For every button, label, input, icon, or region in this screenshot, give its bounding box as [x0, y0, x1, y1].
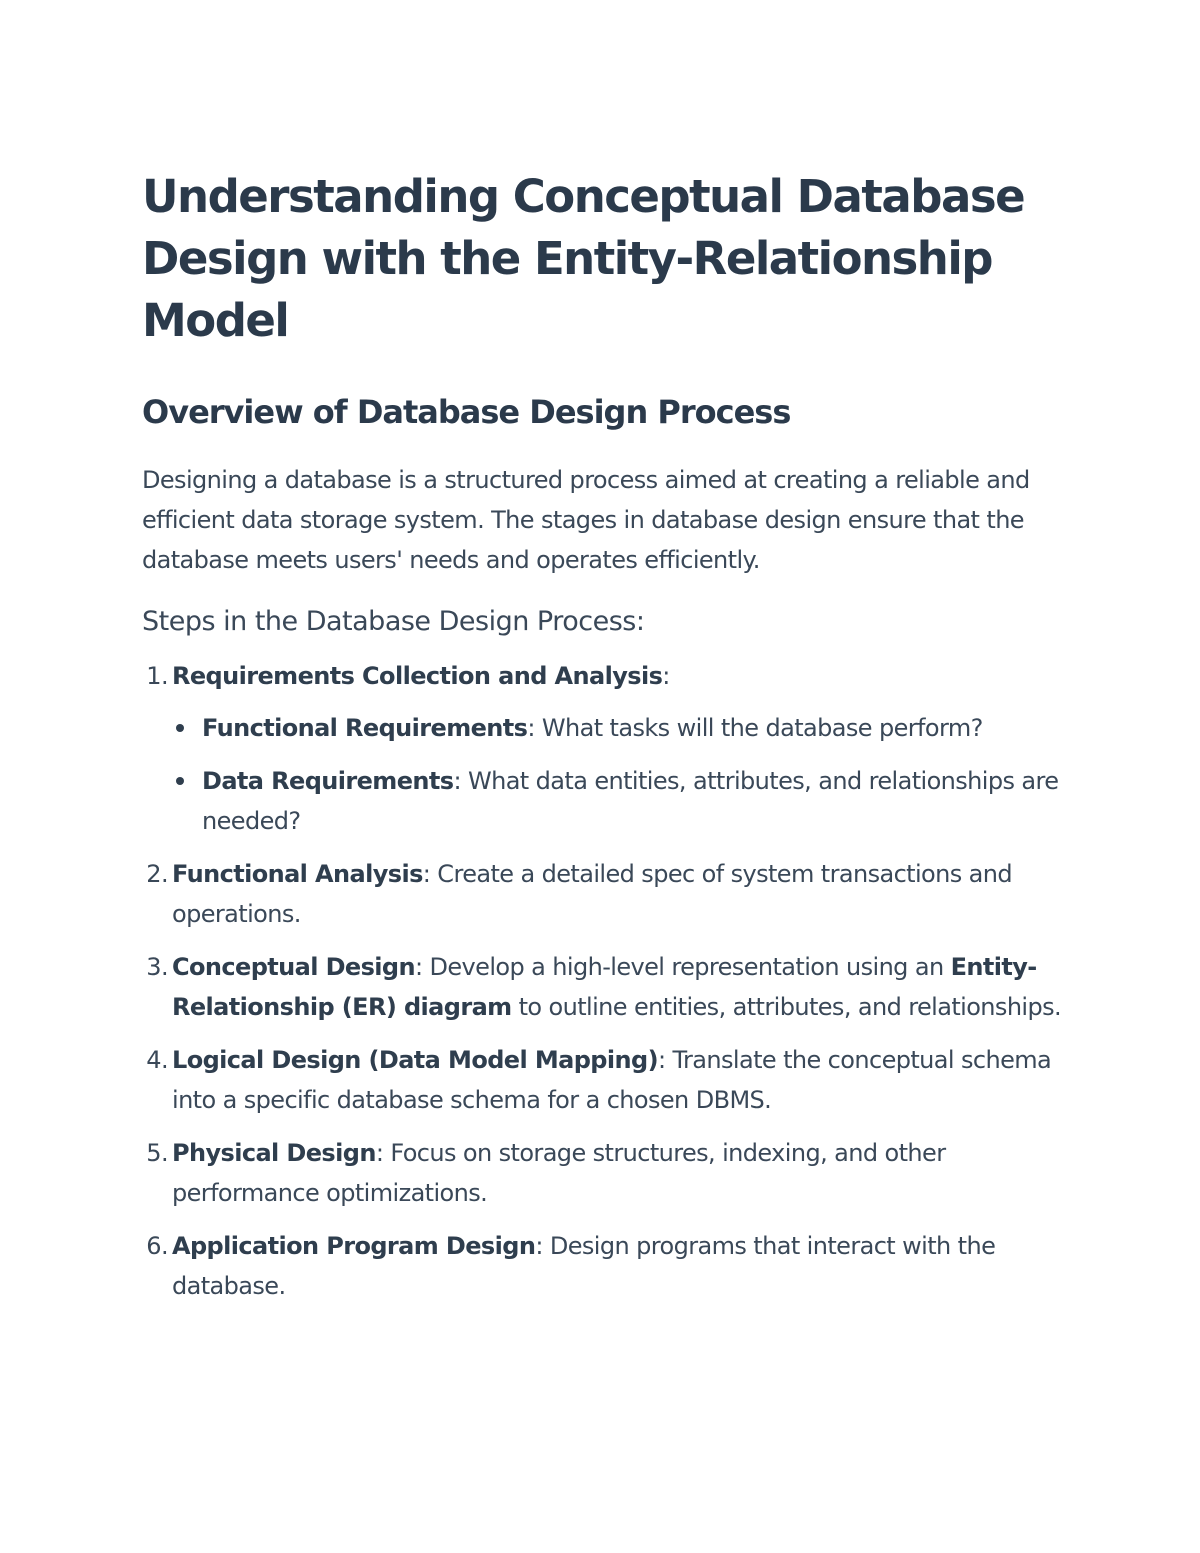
- step-text: :: [662, 662, 670, 690]
- sub-text: : What tasks will the database perform?: [527, 714, 983, 742]
- step-term: Application Program Design: [172, 1232, 536, 1260]
- section-heading: Overview of Database Design Process: [142, 393, 791, 431]
- step-text: : Translate the conceptual schema into a specific database schema for a chosen DBMS.: [172, 1046, 1052, 1114]
- page-title: Understanding Conceptual Database Design with the Entity-Relationship Model: [142, 170, 1025, 347]
- steps-list: [142, 656, 1062, 1306]
- step-term: Requirements Collection and Analysis: [172, 662, 663, 690]
- step-text: : Create a detailed spec of system transactions and operations.: [172, 860, 1013, 928]
- sub-list-item: [172, 708, 1062, 748]
- intro-paragraph: Designing a database is a structured process aimed at creating a reliable and efficient data storage system. The stages in database design ensure that the database meets users' needs and operates efficiently.: [142, 466, 1030, 574]
- step-term: Physical Design: [172, 1139, 376, 1167]
- sub-text: : What data entities, attributes, and relationships are needed?: [202, 767, 1059, 835]
- list-item-step-4: [142, 1040, 1062, 1120]
- list-item-step-6: [142, 1226, 1062, 1306]
- document-page: [142, 166, 1062, 1319]
- step-text: : Design programs that interact with the database.: [172, 1232, 996, 1300]
- step-term: Functional Analysis: [172, 860, 423, 888]
- step-number: 2.: [146, 860, 168, 888]
- step-term: Conceptual Design: [172, 953, 415, 981]
- list-item-step-1: [142, 656, 1062, 841]
- step-term: Logical Design (Data Model Mapping): [172, 1046, 658, 1074]
- step-text: : Develop a high-level representation using an: [414, 953, 951, 981]
- step-number: 6.: [146, 1232, 168, 1260]
- bullet-icon: [176, 724, 184, 732]
- step-text: : Focus on storage structures, indexing, and other performance optimizations.: [172, 1139, 946, 1207]
- sub-term: Data Requirements: [202, 767, 454, 795]
- list-item-step-3: [142, 947, 1062, 1027]
- step-number: 4.: [146, 1046, 168, 1074]
- step-number: 1.: [146, 662, 168, 690]
- step-text-continued: to outline entities, attributes, and relationships.: [511, 993, 1062, 1021]
- step-number: 3.: [146, 953, 168, 981]
- bullet-icon: [176, 777, 184, 785]
- step-number: 5.: [146, 1139, 168, 1167]
- step-term-er-diagram: Entity-Relationship (ER) diagram: [172, 953, 1037, 1021]
- sub-list: [172, 708, 1062, 841]
- list-item-step-5: [142, 1133, 1062, 1213]
- steps-heading: Steps in the Database Design Process:: [142, 606, 645, 637]
- list-item-step-2: [142, 854, 1062, 934]
- sub-term: Functional Requirements: [202, 714, 528, 742]
- sub-list-item: [172, 761, 1062, 841]
